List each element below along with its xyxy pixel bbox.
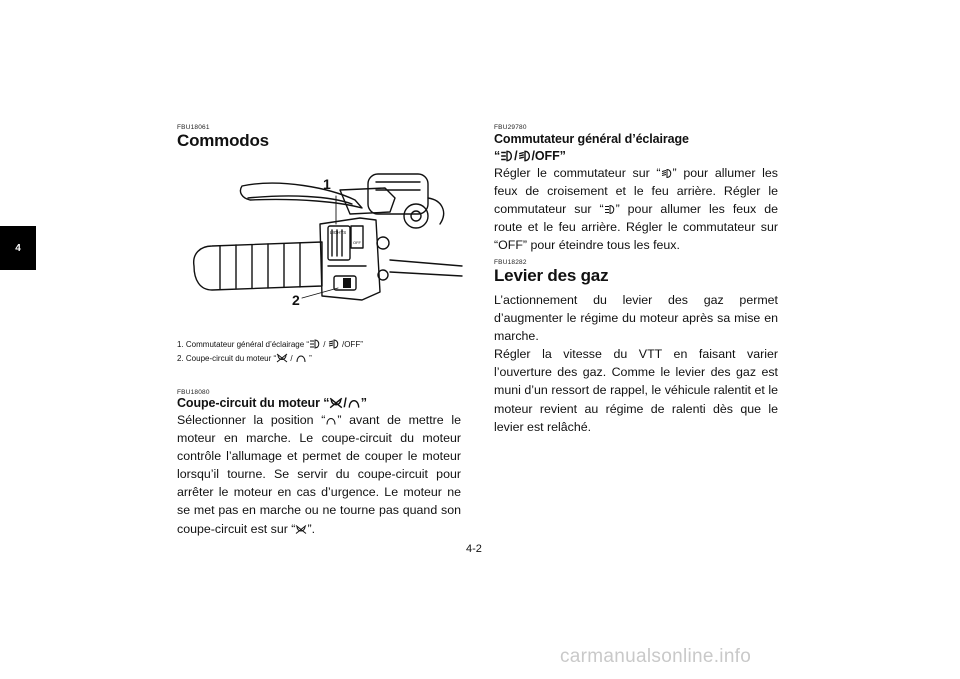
callout-2: 2 [292,292,300,308]
engine-stop-icon [276,353,288,363]
text-run: Sélectionner la position “ [177,413,326,427]
low-beam-icon [604,204,616,215]
section-heading: Commutateur général d’éclairage [494,132,689,146]
watermark: carmanualsonline.info [560,646,752,667]
caption-item: 1. Commutateur général d’éclairage “ / /OFF” [177,340,363,349]
engine-run-icon [325,415,337,426]
section-code: FBU18282 [494,259,527,266]
high-beam-icon [328,339,340,349]
figure-captions [177,338,363,366]
section-heading: Coupe-circuit du moteur “ / ” [177,396,367,410]
svg-text:OFF: OFF [353,240,361,245]
engine-run-icon [347,397,361,409]
section-code: FBU18080 [177,389,210,396]
heading-text: “ [494,149,501,163]
text-run: ”. [307,521,316,536]
engine-run-icon [295,353,307,363]
paragraph [177,411,461,538]
low-beam-icon [500,150,514,162]
section-heading-line2: “ / /OFF” [494,149,566,163]
caption-item: 2. Coupe-circuit du moteur “ / ” [177,354,312,363]
high-beam-icon [518,150,532,162]
text-run: Régler le commutateur sur “ [494,166,661,180]
text-run: ” pour allumer les feux de croisement et le feu arrière. Régler le commutateur sur “ [494,166,778,217]
section-code: FBU29780 [494,124,527,131]
caption-number: 2. [177,354,184,363]
heading-text-end: ” [360,396,367,410]
paragraph [494,164,778,254]
chapter-tab: 4 [0,226,36,270]
page-number: 4-2 [466,543,482,555]
engine-stop-icon [329,397,343,409]
page-title: Commodos [177,131,269,150]
low-beam-icon [309,339,321,349]
text-run: ” avant de mettre le moteur en marche. Le coupe-circuit du moteur contrôle l’allumage et permet de couper le moteur lorsqu’il tourne. Se servir du coupe-circuit pour arrêter le moteur en cas d’urgence. Le moteur ne se met pas en marche ou ne tourne pas quand son coupe-circuit est sur “ [177,413,462,536]
caption-number: 1. [177,340,184,349]
section-title: Levier des gaz [494,266,609,285]
caption-text: Coupe-circuit du moteur “ [185,354,277,363]
section-code: FBU18061 [177,124,210,131]
engine-stop-icon [295,524,307,535]
caption-text-end: /OFF” [341,340,363,349]
heading-text: Coupe-circuit du moteur “ [177,396,330,410]
callout-1: 1 [323,176,331,192]
caption-text-end: ” [309,354,312,363]
caption-text: Commutateur général d’éclairage “ [185,340,310,349]
paragraph: L’actionnement du levier des gaz permet d’augmenter le régime du moteur après sa mise en marche. Régler la vitesse du VTT en faisant varier l’ouverture des gaz. Comme le levier des gaz est muni d’un ressort de rappel, le véhicule ralentit et le moteur revient au régime de ralenti dès que le levier est relâché. [494,293,778,434]
high-beam-icon [661,168,673,179]
text-run: ” pour allumer les feux de route et le feu arrière. Régler le commutateur sur “OFF” pour éteindre tous les feux. [494,202,778,253]
heading-text-end: /OFF” [531,149,566,163]
svg-text:LIGHTS: LIGHTS [330,230,347,235]
